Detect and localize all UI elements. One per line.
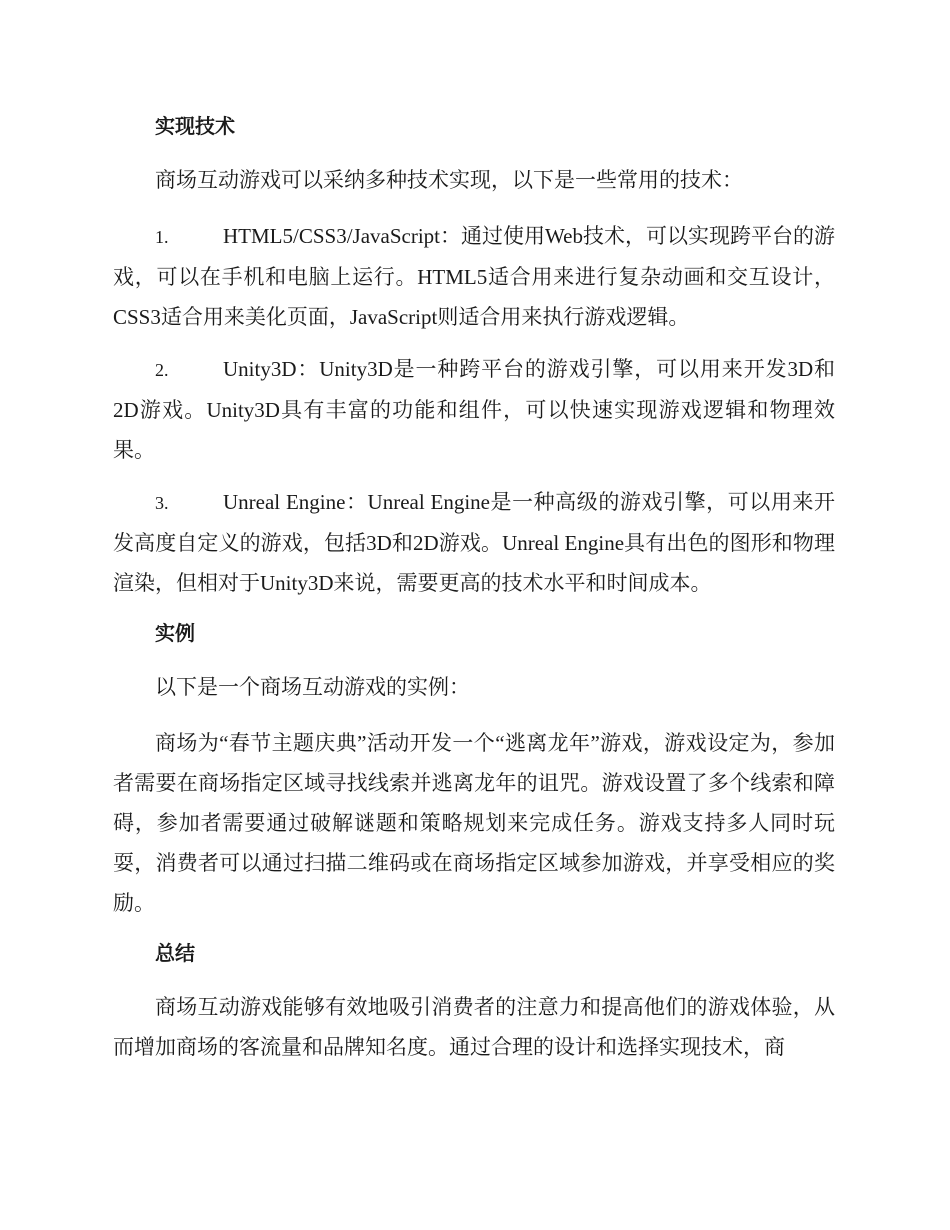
summary-body-paragraph: 商场互动游戏能够有效地吸引消费者的注意力和提高他们的游戏体验，从而增加商场的客流量和品牌知名度。通过合理的设计和选择实现技术，商 [113, 995, 835, 1059]
list-item-number: 1. [155, 227, 169, 247]
tech-intro-paragraph: 商场互动游戏可以采纳多种技术实现，以下是一些常用的技术： [155, 168, 743, 192]
tech-list-item [113, 482, 835, 603]
example-body-paragraph: 商场为“春节主题庆典”活动开发一个“逃离龙年”游戏，游戏设定为，参加者需要在商场指定区域寻找线索并逃离龙年的诅咒。游戏设置了多个线索和障碍，参加者需要通过破解谜题和策略规划来完成任务。游戏支持多人同时玩耍，消费者可以通过扫描二维码或在商场指定区域参加游戏，并享受相应的奖励。 [113, 731, 835, 915]
section-heading-summary: 总结 [155, 941, 195, 965]
tech-list-item [113, 216, 835, 337]
list-item-number: 2. [155, 360, 169, 380]
section-heading-tech: 实现技术 [155, 114, 235, 138]
section-heading-example: 实例 [155, 621, 195, 645]
document-content [113, 108, 835, 1079]
tech-list-item [113, 349, 835, 470]
example-intro-paragraph: 以下是一个商场互动游戏的实例： [155, 675, 470, 699]
list-item-number: 3. [155, 493, 169, 513]
list-item-text: HTML5/CSS3/JavaScript：通过使用Web技术，可以实现跨平台的游戏，可以在手机和电脑上运行。HTML5适合用来进行复杂动画和交互设计，CSS3适合用来美化页面，JavaScript则适合用来执行游戏逻辑。 [113, 224, 835, 329]
list-item-text: Unreal Engine：Unreal Engine是一种高级的游戏引擎，可以用来开发高度自定义的游戏，包括3D和2D游戏。Unreal Engine具有出色的图形和物理渲染，但相对于Unity3D来说，需要更高的技术水平和时间成本。 [113, 490, 835, 595]
list-item-text: Unity3D：Unity3D是一种跨平台的游戏引擎，可以用来开发3D和2D游戏。Unity3D具有丰富的功能和组件，可以快速实现游戏逻辑和物理效果。 [113, 357, 835, 462]
